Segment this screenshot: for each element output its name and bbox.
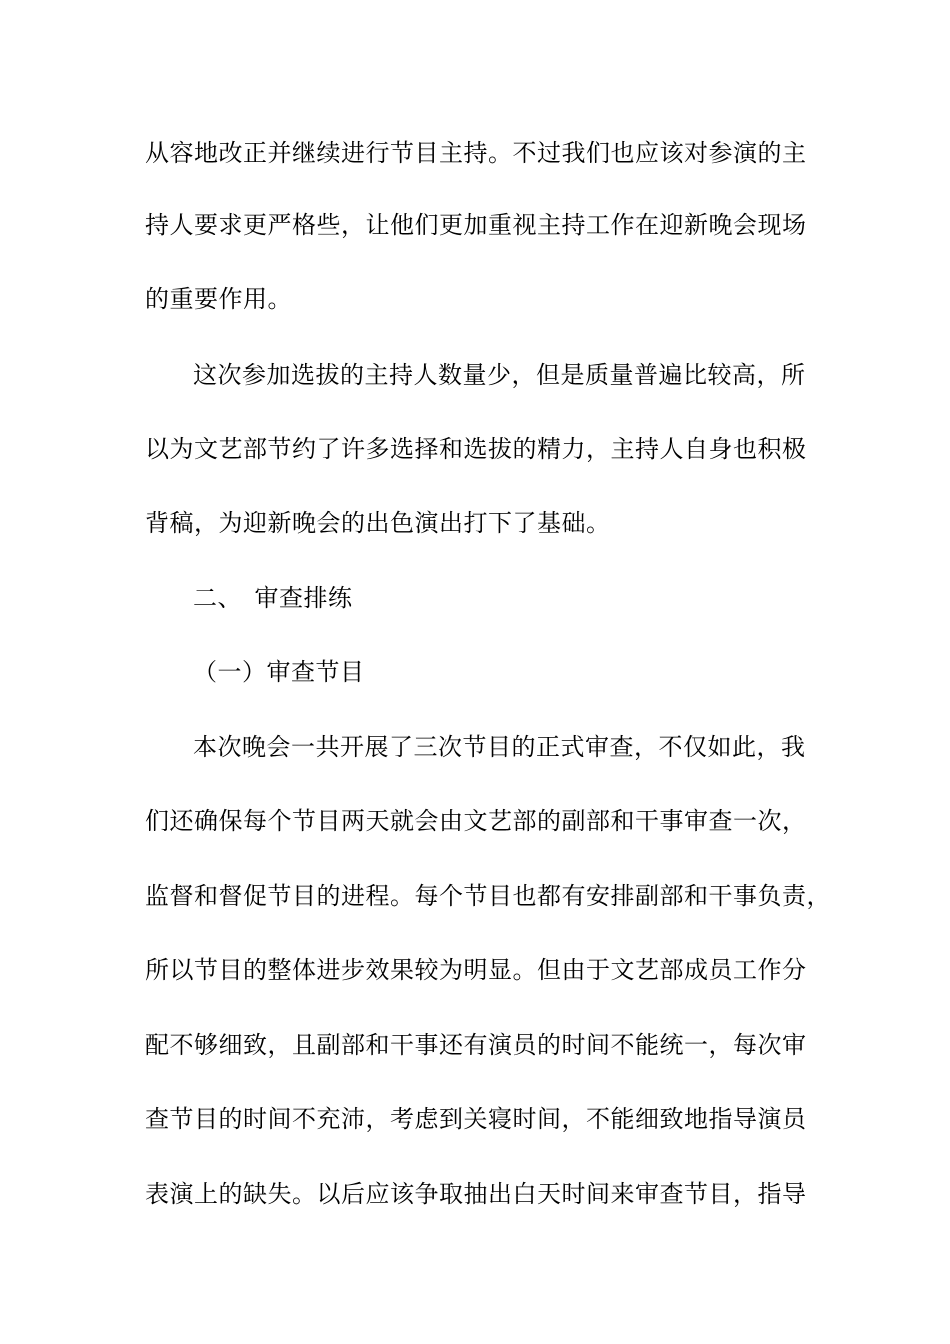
- section-heading: 二、 审查排练: [193, 584, 353, 612]
- text-line-3: 的重要作用。: [145, 285, 292, 313]
- text-line-2: 持人要求更严格些，让他们更加重视主持工作在迎新晚会现场: [145, 211, 807, 239]
- paragraph-2-line-3: 背稿，为迎新晚会的出色演出打下了基础。: [145, 509, 611, 537]
- paragraph-3-line-4: 所以节目的整体进步效果较为明显。但由于文艺部成员工作分: [145, 956, 807, 984]
- paragraph-3-line-6: 查节目的时间不充沛，考虑到关寝时间，不能细致地指导演员: [145, 1105, 807, 1133]
- paragraph-2-line-2: 以为文艺部节约了许多选择和选拔的精力，主持人自身也积极: [145, 435, 807, 463]
- text-line-1: 从容地改正并继续进行节目主持。不过我们也应该对参演的主: [145, 139, 807, 167]
- paragraph-3-line-3: 监督和督促节目的进程。每个节目也都有安排副部和干事负责，: [145, 882, 831, 910]
- paragraph-3-line-1: 本次晚会一共开展了三次节目的正式审查，不仅如此，我: [193, 733, 806, 761]
- paragraph-3-line-5: 配不够细致，且副部和干事还有演员的时间不能统一，每次审: [145, 1031, 807, 1059]
- paragraph-2-line-1: 这次参加选拔的主持人数量少，但是质量普遍比较高，所: [193, 361, 806, 389]
- paragraph-3-line-7: 表演上的缺失。以后应该争取抽出白天时间来审查节目，指导: [145, 1180, 807, 1208]
- paragraph-3-line-2: 们还确保每个节目两天就会由文艺部的副部和干事审查一次，: [145, 807, 807, 835]
- subsection-heading: （一）审查节目: [193, 658, 365, 686]
